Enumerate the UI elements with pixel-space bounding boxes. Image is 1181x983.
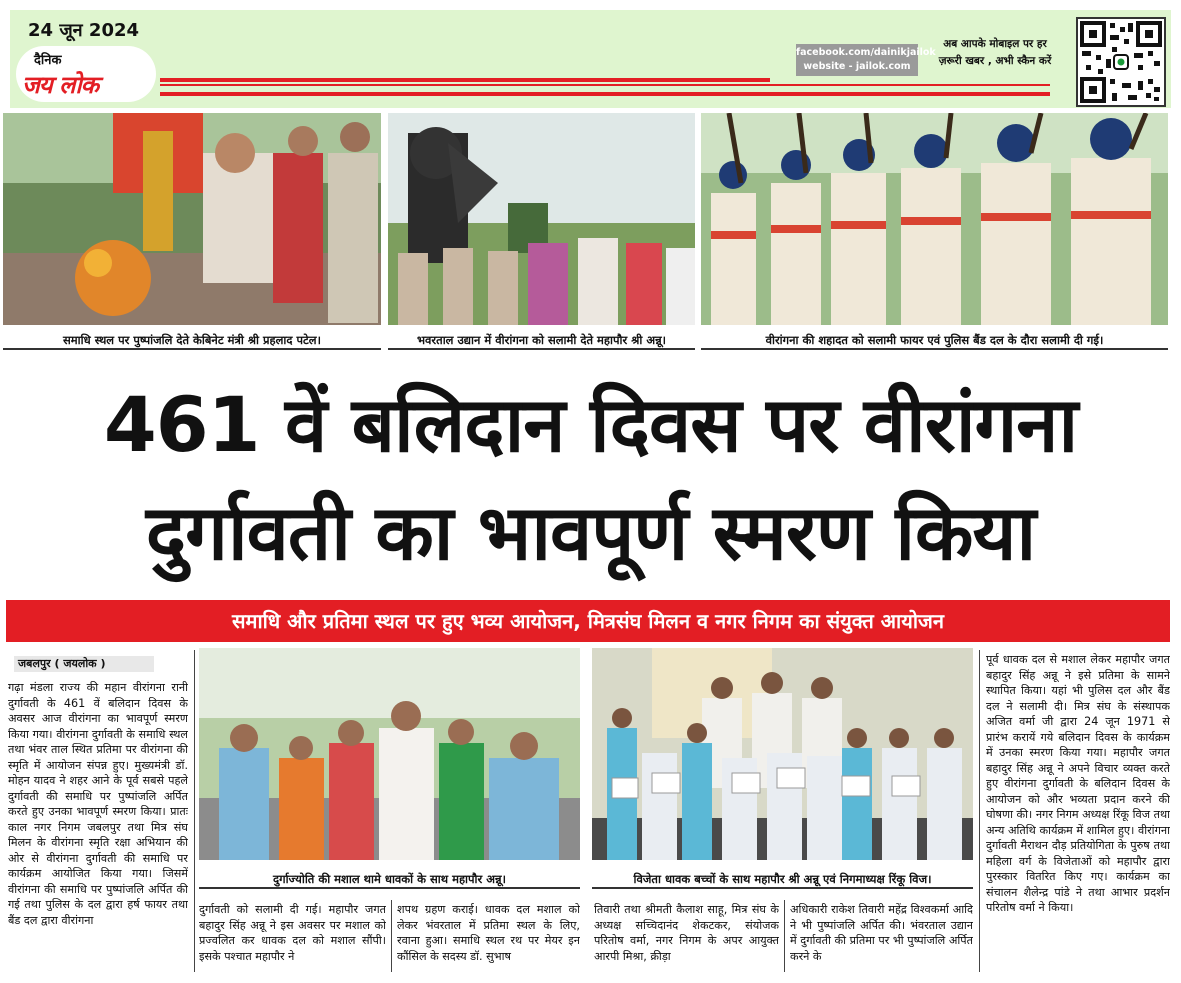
subheadline-banner: समाधि और प्रतिमा स्थल पर हुए भव्य आयोजन, मित्रसंघ मिलन व नगर निगम का संयुक्त आयोजन [6,600,1170,642]
article-column-6: पूर्व धावक दल से मशाल लेकर महापौर जगत बहादुर सिंह अन्नू ने इसे प्रतिमा के सामने स्थापित किया। यहां भी पुलिस दल और बैंड दल ने सलामी दी। मित्र संघ के संस्थापक अजित वर्मा जी द्वारा 24 जून 1971 से प्रारंभ करायें गये बलिदान दिवस के कार्यक्रम में उनका स्मरण किया गया। महापौर जगत बहादुर सिंह अन्नू ने अपने विचार व्यक्त करते हुए वीरांगना दुर्गावती के बलिदान दिवस के आयोजन को और भव्यता प्रदान करने की घोषणा की। नगर निगम अध्यक्ष रिंकू विज तथा अन्य अतिथि कार्यक्रम में शामिल हुए। वीरांगना दुर्गावती मैराथन दौड़ प्रतियोगिता के पुरुष तथा महिला वर्ग के विजेताओं को महापौर द्वारा पुरस्कार वितरित किए गए। कार्यक्रम का संचालन शैलेन्द्र पांडे ने तथा आभार प्रदर्शन परितोष वर्मा ने किया। [986,653,1170,914]
photo-torch-runners [199,648,580,860]
column-divider [979,650,980,972]
article-column-5: अधिकारी राकेश तिवारी महेंद्र विश्वकर्मा आदि ने भी पुष्पांजलि अर्पित की। भंवरताल उद्यान में दुर्गावती की प्रतिमा पर भी पुष्पांजलि अर्पित करने के [790,903,973,963]
photo-caption: दुर्गाज्योति की मशाल थामे धावकों के साथ महापौर अन्नू। [199,872,580,889]
column-divider [194,650,195,972]
issue-date: 24 जून 2024 [28,20,140,41]
scan-prompt [930,36,1060,70]
column-divider [391,900,392,972]
photo-caption: समाधि स्थल पर पुष्पांजलि देते केबिनेट मंत्री श्री प्रहलाद पटेल। [3,333,381,350]
photo-caption: वीरांगना की शहादत को सलामी फायर एवं पुलिस बैंड दल के दौरा सलामी दी गई। [701,333,1168,350]
photo-caption: विजेता धावक बच्चों के साथ महापौर श्री अन्नू एवं निगमाध्यक्ष रिंकू विज। [592,872,973,889]
logo-name: जय लोक [22,71,99,99]
article-column-4: तिवारी तथा श्रीमती कैलाश साहू, मित्र संघ के अध्यक्ष सच्चिदानंद शेकटकर, संयोजक परितोष वर्मा, नगर निगम के अपर आयुक्त आरपी मिश्रा, क्रीड़ा [594,903,779,963]
facebook-link[interactable]: facebook.com/dainikjailok [796,47,936,58]
column-divider [784,900,785,972]
photo-police-salute [701,113,1168,325]
masthead-rule [160,84,1050,86]
article-column-1: गढ़ा मंडला राज्य की महान वीरांगना रानी दुर्गावती के 461 वें बलिदान दिवस के अवसर आज वीरांगना का भावपूर्ण स्मरण किया गया। वीरांगना दुर्गावती के समाधि स्थल तथा भंवर ताल स्थित प्रतिमा पर वीरांगना की स्मृति में आयोजन संपन्न हुए। मुख्यमंत्री डॉ. मोहन यादव ने शहर आने के पूर्व सबसे पहले दुर्गावती की समाधि पर पुष्पांजलि अर्पित करते हुए उनका भावपूर्ण स्मरण किया। प्रातः काल नगर निगम जबलपुर तथा मित्र संघ मिलन के वीरांगना स्मृति रक्षा अभियान की ओर से वीरांगना दुर्गावती की समाधि पर कार्यक्रम आयोजित किया गया। जिसमें वीरांगना की समाधि पर पुष्पांजलि अर्पित की गई तथा पुलिस के दल द्वारा हर्ष फायर तथा बैंड दल द्वारा वीरांगना [8,681,188,927]
photo-tribute-minister [3,113,381,325]
logo-prefix: दैनिक [34,53,62,68]
website-link[interactable]: website - jailok.com [803,61,911,72]
photo-salute-mayor [388,113,695,325]
headline-line1: 461 वें बलिदान दिवस पर वीरांगना [103,380,1078,469]
scan-prompt-line1: अब आपके मोबाइल पर हर [943,38,1047,50]
scan-prompt-line2: ज़रूरी खबर , अभी स्कैन करें [938,55,1052,67]
masthead-rule [160,78,770,82]
headline-line2: दुर्गावती का भावपूर्ण स्मरण किया [145,488,1036,577]
dateline: जबलपुर ( जयलोक ) [14,656,154,672]
masthead-rule [160,92,1050,96]
qr-code-icon[interactable] [1076,17,1166,107]
photo-caption: भवरताल उद्यान में वीरांगना को सलामी देते महापौर श्री अन्नू। [388,333,695,350]
article-column-2: दुर्गावती को सलामी दी गई। महापौर जगत बहादुर सिंह अन्नू ने इस अवसर पर मशाल को प्रज्वलित कर धावक दल को मशाल सौंपी। इसके पश्चात महापौर ने [199,903,386,963]
article-column-3: शपथ ग्रहण कराई। धावक दल मशाल को लेकर भंवरताल में प्रतिमा स्थल के लिए, रवाना हुआ। समाधि स्थल रथ पर मेयर इन कौंसिल के सदस्य डॉ. सुभाष [397,903,580,963]
photo-winners [592,648,973,860]
social-links-box [796,44,936,76]
